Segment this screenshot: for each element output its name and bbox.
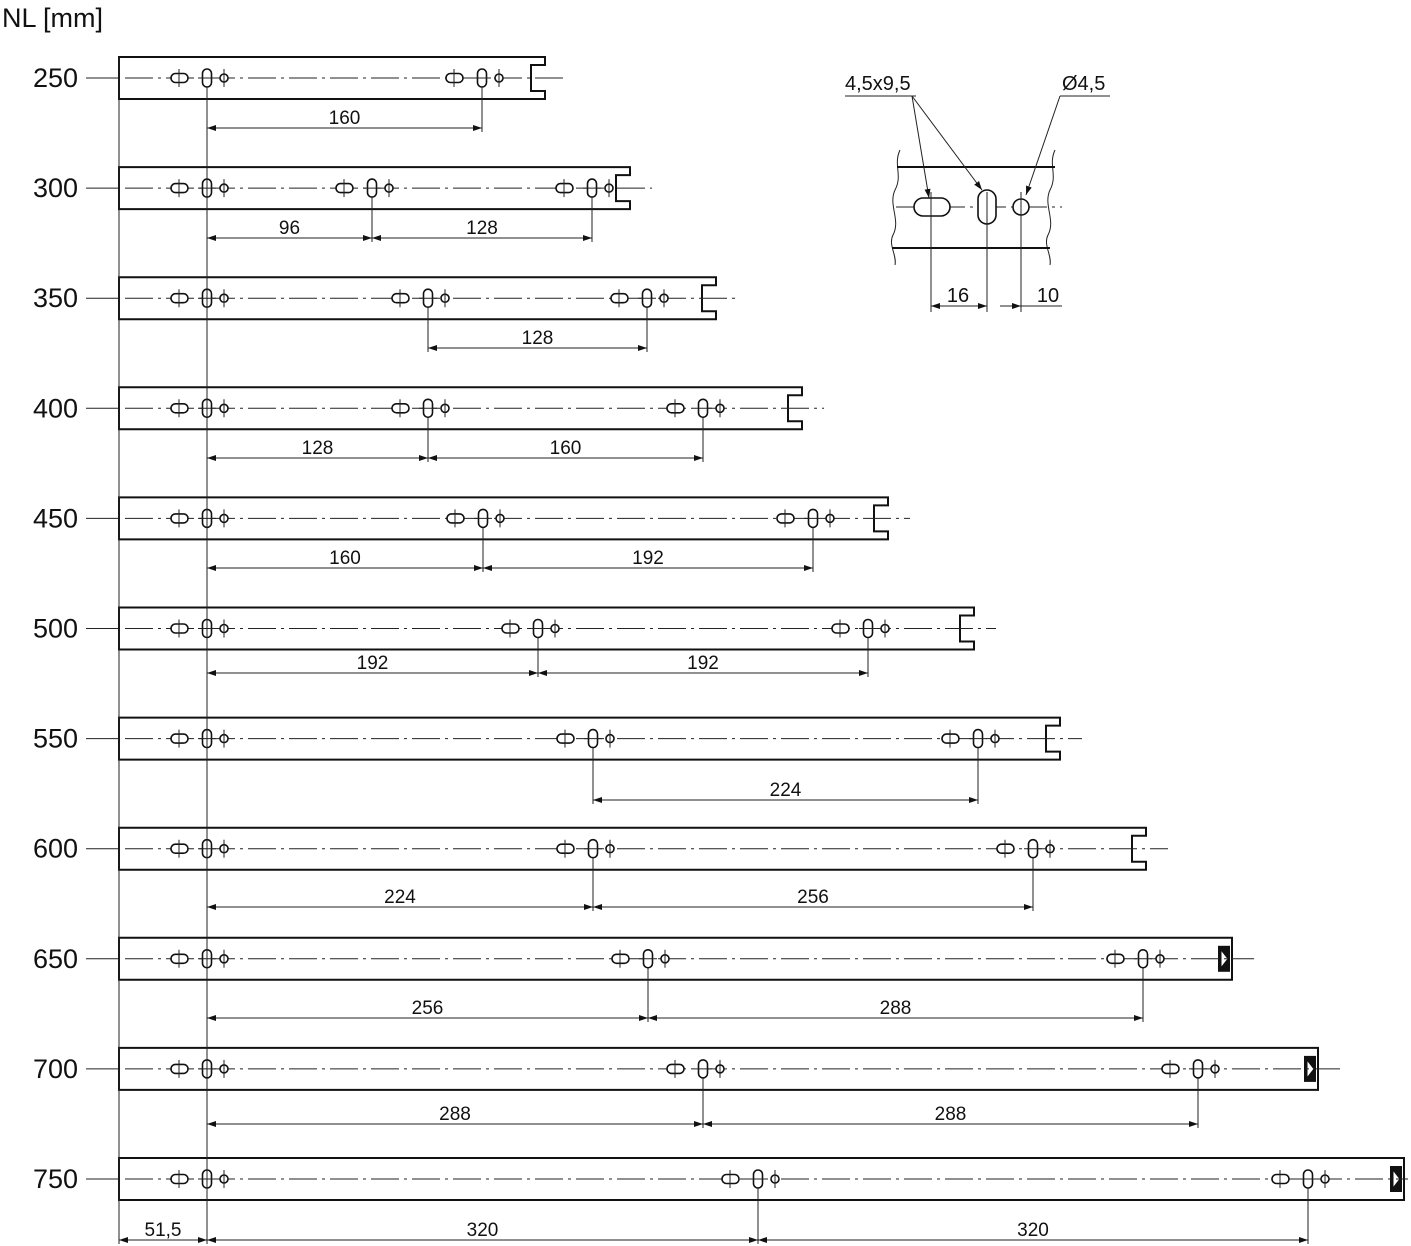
rail-row — [33, 387, 824, 462]
dimension-label: 160 — [329, 548, 361, 569]
dimension-label: 288 — [879, 998, 912, 1019]
rail-row — [33, 608, 996, 678]
detail-dim-b: 10 — [1036, 285, 1060, 307]
rail-row — [33, 277, 738, 352]
dimension-label: 288 — [439, 1104, 471, 1125]
nl-label: 550 — [32, 723, 78, 754]
hole-detail — [845, 73, 1110, 312]
nl-label: 300 — [32, 173, 78, 204]
nl-label: 600 — [32, 833, 78, 864]
dimension-label: 96 — [278, 218, 301, 239]
nl-label: 350 — [32, 283, 78, 314]
callout-leader — [1026, 96, 1060, 195]
callout-leader — [912, 96, 929, 198]
rail-row — [33, 1158, 1408, 1244]
rails-layer — [33, 57, 1408, 1244]
dimension-label: 160 — [549, 438, 582, 459]
rail-row — [33, 497, 910, 572]
dimension-label: 192 — [687, 653, 719, 674]
callout-leader — [912, 96, 982, 190]
rail-row — [33, 938, 1254, 1022]
nl-label: 650 — [32, 943, 78, 974]
dimension-label: 160 — [328, 108, 361, 129]
dimension-label: 320 — [466, 1220, 499, 1241]
nl-label: 250 — [32, 63, 78, 93]
rail-row — [33, 718, 1082, 804]
dimension-label: 256 — [797, 887, 829, 908]
nl-label: 450 — [32, 503, 78, 534]
rail-row — [33, 828, 1168, 911]
dimension-label: 128 — [301, 438, 334, 459]
rail-row — [33, 1048, 1340, 1128]
dimension-label: 256 — [411, 998, 444, 1019]
rail-row — [33, 57, 567, 132]
dimension-label: 288 — [934, 1104, 967, 1125]
nl-label: 500 — [32, 613, 78, 644]
nl-label: 700 — [32, 1053, 78, 1084]
slot-callout: 4,5x9,5 — [845, 73, 911, 95]
detail-dim-a: 16 — [946, 285, 970, 307]
rail-row — [33, 167, 652, 242]
dimension-label: 224 — [384, 887, 416, 908]
dimension-label: 192 — [356, 653, 389, 674]
nl-label: 400 — [32, 393, 78, 424]
detail-slot-horizontal — [914, 198, 950, 216]
nl-label: 750 — [32, 1164, 78, 1194]
dimension-label: 128 — [521, 328, 554, 349]
dimension-label: 128 — [466, 218, 498, 239]
dimension-label: 224 — [769, 780, 802, 801]
hole-callout: Ø4,5 — [1062, 73, 1106, 95]
dimension-label: 51,5 — [144, 1220, 182, 1241]
axis-label: NL [mm] — [2, 3, 103, 33]
dimension-label: 192 — [632, 548, 664, 569]
dimension-label: 320 — [1017, 1220, 1049, 1241]
